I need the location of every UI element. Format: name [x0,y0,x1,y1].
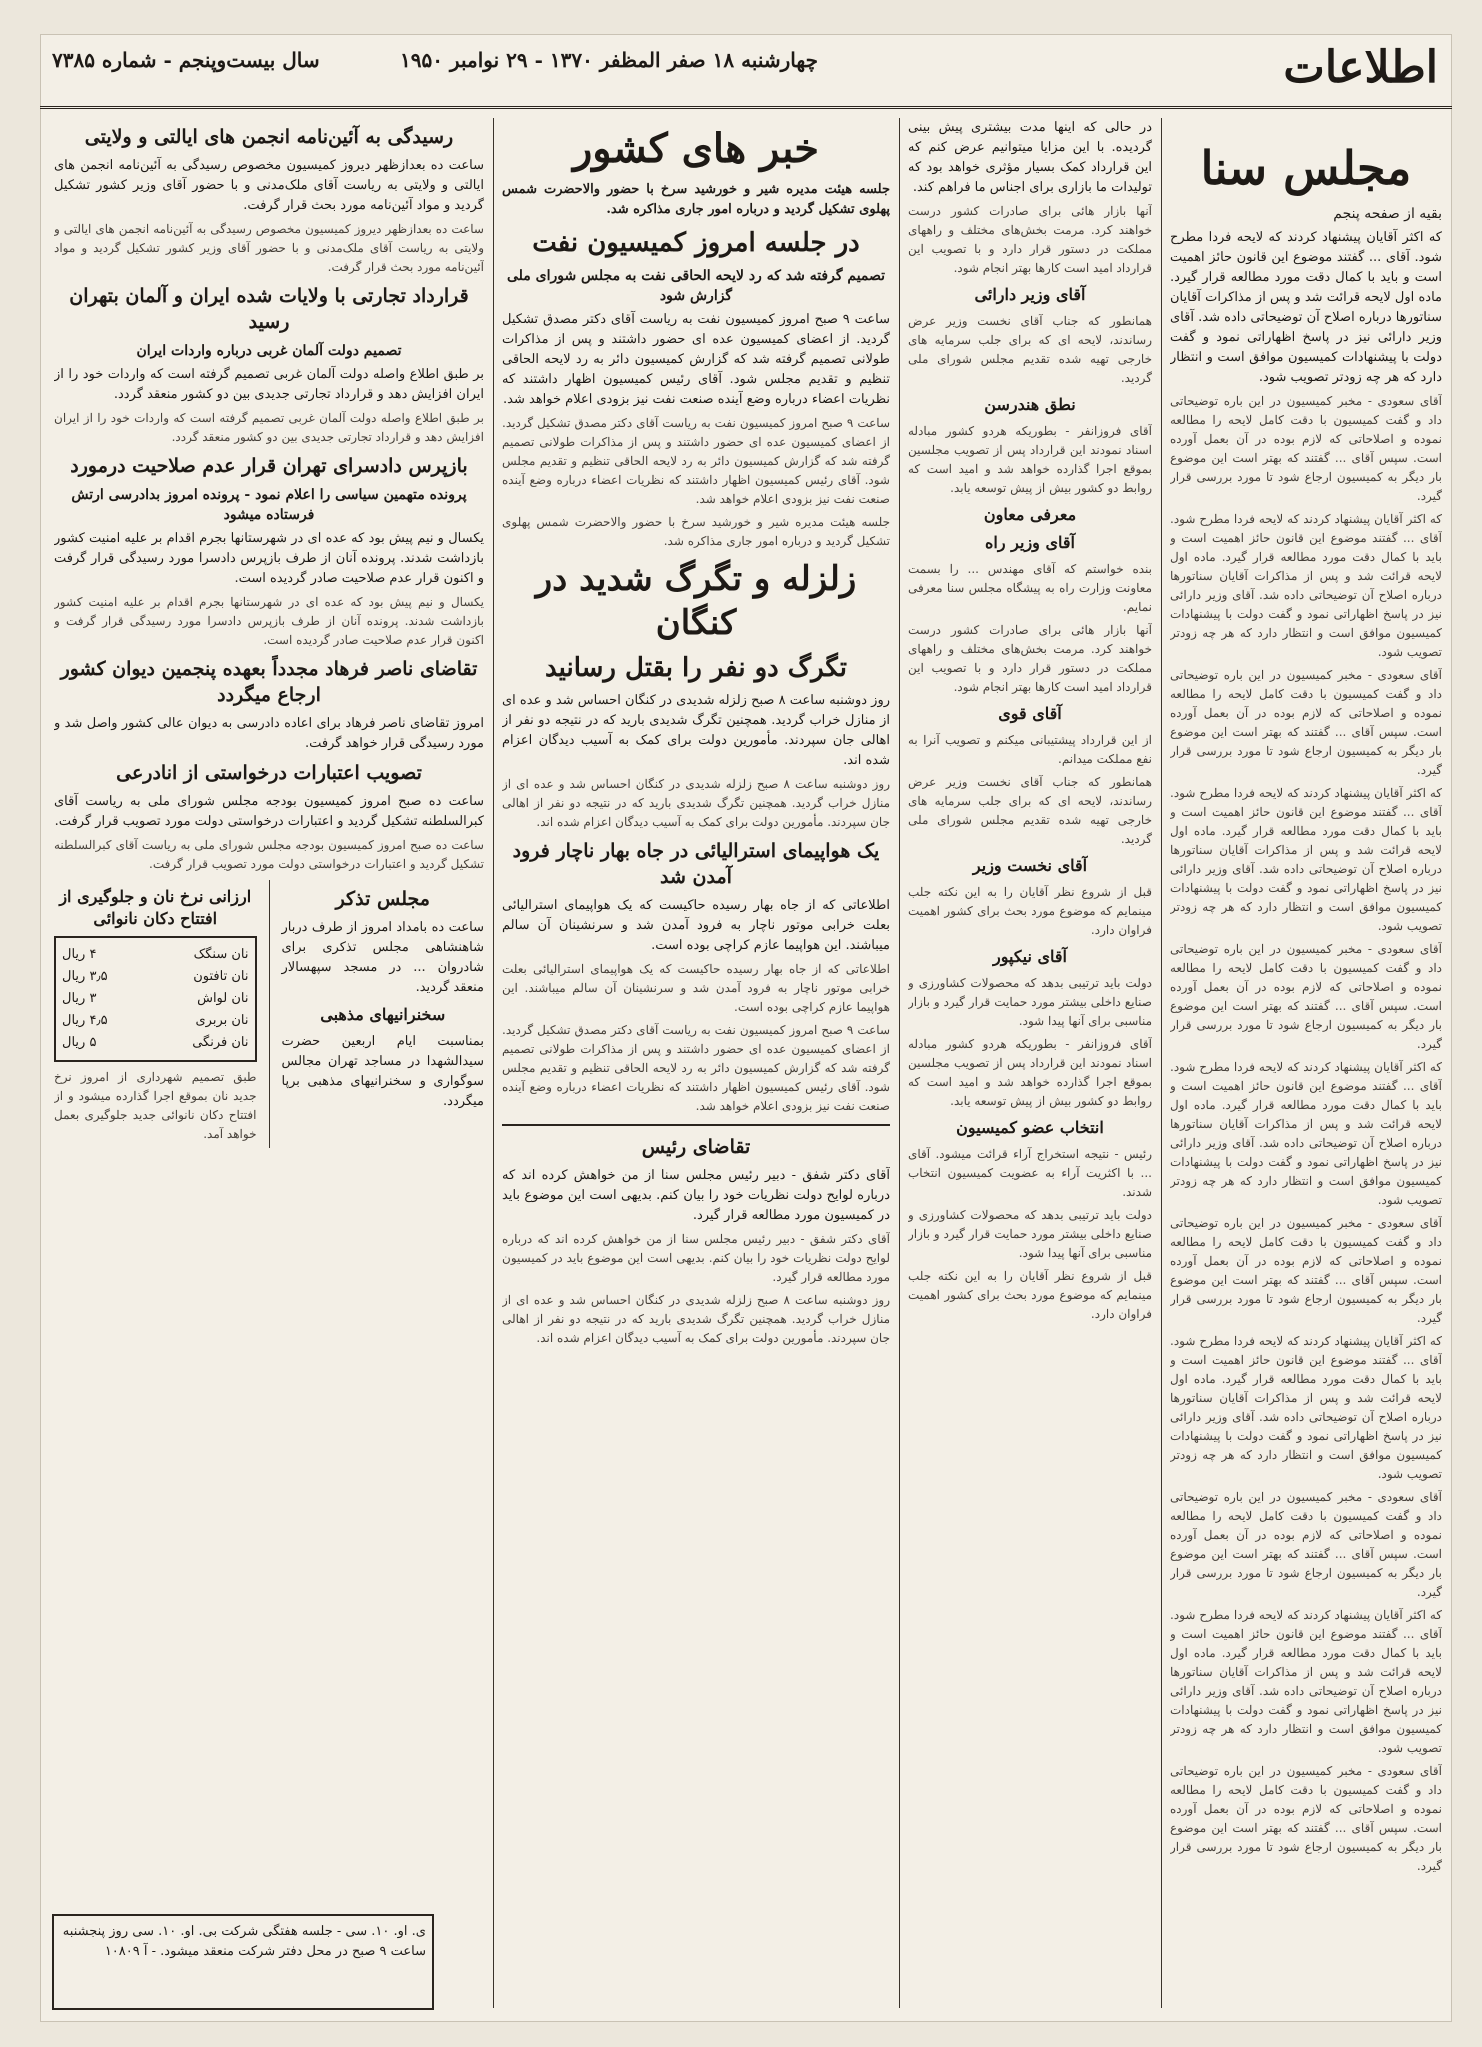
domestic-news-lead: جلسه هیئت مدیره شیر و خورشید سرخ با حضور والاحضرت شمس پهلوی تشکیل گردید و درباره امور جاری مذاکره شد. [502,182,890,217]
trade-agreement-headline: قرارداد تجارتی با ولایات شده ایران و آلمان بتهران رسید [69,285,469,333]
col2-body-repeat: آنها بازار هائی برای صادرات کشور درست خواهند کرد. مرمت بخش‌های مختلف و راههای مملکت در دستور قرار دارد و با تصویب این قرارداد امید است کارها بهتر انجام شود. [908,623,1152,694]
price-row [62,966,249,988]
heading-prime-minister: آقای نخست وزیر [972,856,1088,875]
religious-speech-text: بمناسبت ایام اربعین حضرت سیدالشهدا در مساجد تهران مجالس سوگواری و سخنرانیهای مذهبی برپا میگردد. [281,1034,484,1109]
issue-number: سال بیست‌وپنجم - شماره ۷۳۸۵ [52,48,320,72]
masthead [40,34,1452,109]
trial-subhead: پرونده متهمین سیاسی را اعلام نمود - پرونده امروز بدادرسی ارتش فرستاده میشود [71,487,467,523]
roads-minister-text: بنده خواستم که آقای مهندس ... را بسمت معاونت وزارت راه به پیشگاه مجلس سنا معرفی نمایم. [908,562,1152,614]
column-fill: ساعت ۹ صبح امروز کمیسیون نفت به ریاست آقای دکتر مصدق تشکیل گردید. از اعضای کمیسیون عده ای حضور داشتند و پس از مذاکرات طولانی تصمیم گرفته شد که گزارش کمیسیون دائر به رد لایحه الحاقی تنظیم و تقدیم مجلس شود. آقای رئیس کمیسیون اظهار داشتند که نظریات اعضاء درباره وضع آینده صنعت نفت نیز بزودی اعلام خواهد شد. [502,1023,890,1113]
trial-text-cont: یکسال و نیم پیش بود که عده ای در شهرستانها بجرم اقدام بر علیه امنیت کشور بازداشت شدند. پرونده آنان از طرف بازپرس دادسرا مورد رسیدگی قرار گرفت و اکنون قرار عدم صلاحیت صادر گردیده است. [54,595,484,647]
price-row [62,988,249,1010]
bread-price-table [54,936,257,1062]
heading-finance-minister: آقای وزیر دارائی [974,285,1086,304]
budget-approval-headline: تصویب اعتبارات درخواستی از انادرعی [116,762,422,784]
price-value: ۴ ریال [62,947,97,962]
column-domestic-news [502,118,890,2008]
dateline: چهارشنبه ۱۸ صفر المظفر ۱۳۷۰ - ۲۹ نوامبر ۱۹۵۰ [400,48,818,72]
plane-landing-headline: یک هواپیمای استرالیائی در جاه بهار ناچار فرود آمدن شد [512,840,880,888]
heading-deputy-intro: معرفی معاون [983,505,1077,524]
heading-committee-election: انتخاب عضو کمیسیون [956,1118,1104,1137]
qavi-text: از این قرارداد پیشتیبانی میکنم و تصویب آنرا به نفع مملکت میدانم. [908,733,1152,766]
column-left-news [54,118,484,1898]
price-row [62,1010,249,1032]
col2-fill-2: آقای فروزانفر - بطوریکه هردو کشور مبادله اسناد نمودند این قرارداد پس از تصویب مجلسین بموقع اجرا گذارده خواهد شد و امید است که روابط دو کشور بیش از پیش توسعه یابد. [908,1037,1152,1108]
col2-body: آنها بازار هائی برای صادرات کشور درست خواهند کرد. مرمت بخش‌های مختلف و راههای مملکت در دستور قرار دارد و با تصویب این قرارداد امید است کارها بهتر انجام شود. [908,204,1152,275]
col2-fill-1: همانطور که جناب آقای نخست وزیر عرض رساندند، لایحه ای که برای جلب سرمایه های خارجی تهیه شده تقدیم مجلس شورای ملی گردید. [908,775,1152,846]
oil-committee-text-cont: ساعت ۹ صبح امروز کمیسیون نفت به ریاست آقای دکتر مصدق تشکیل گردید. از اعضای کمیسیون عده ای حضور داشتند و پس از مذاکرات طولانی تصمیم گرفته شد که گزارش کمیسیون دائر به رد لایحه الحاقی تنظیم و تقدیم مجلس شود. آقای رئیس کمیسیون اظهار داشتند که نظریات اعضاء درباره وضع آینده صنعت نفت نیز بزودی اعلام خواهد شد. [502,416,890,506]
notice-text: ی. او. ١٠. سی - جلسه هفتگی شرکت بی. او. ١٠. سی روز پنجشنبه ساعت ۹ صبح در محل دفتر شرکت منعقد میشود. - آ ۱۰۸۰۹ [62,1924,426,1959]
price-item: نان سنگک [193,947,249,962]
column-divider [899,118,900,2008]
price-value: ۳ ریال [62,991,97,1006]
budget-approval-text-cont: ساعت ده صبح امروز کمیسیون بودجه مجلس شورای ملی به ریاست آقای کبرالسلطنه تشکیل گردید و اعتبارات درخواستی دولت مورد تصویب قرار گرفت. [54,838,484,871]
senate-body-repeat-8: آقای سعودی - مخبر کمیسیون در این باره توضیحاتی داد و گفت کمیسیون با دقت کامل لایحه را مطالعه نموده و اصلاحاتی که لازم بوده در آن بعمل آورده است. سپس آقای ... گفتند که بهتر است این موضوع بار دیگر به کمیسیون ارجاع شود تا مورد بررسی قرار گیرد. [1170,1490,1442,1599]
domestic-news-headline: خبر های کشور [572,125,819,172]
col2-fill-4: قبل از شروع نظر آقایان را به این نکته جلب مینمایم که موضوع مورد بحث برای کشور اهمیت فراوان دارد. [908,1269,1152,1321]
assoc-bylaw-text-cont: ساعت ده بعدازظهر دیروز کمیسیون مخصوص رسیدگی به آئین‌نامه انجمن های ایالتی و ولایتی به ریاست آقای ملک‌مدنی و با حضور آقای وزیر کشور تشکیل گردید و مواد آئین‌نامه مورد بحث قرار گرفت. [54,222,484,274]
oil-committee-text: ساعت ۹ صبح امروز کمیسیون نفت به ریاست آقای دکتر مصدق تشکیل گردید. از اعضای کمیسیون عده ای حضور داشتند و پس از مذاکرات طولانی تصمیم گرفته شد که گزارش کمیسیون دائر به رد لایحه الحاقی تنظیم و تقدیم مجلس شود. آقای رئیس کمیسیون اظهار داشتند که نظریات اعضاء درباره وضع آینده صنعت نفت نیز بزودی اعلام خواهد شد. [502,312,890,407]
trial-text: یکسال و نیم پیش بود که عده ای در شهرستانها بجرم اقدام بر علیه امنیت کشور بازداشت شدند. پرونده آنان از طرف بازپرس دادسرا مورد رسیدگی قرار گرفت و اکنون قرار عدم صلاحیت صادر گردیده است. [54,531,484,586]
senate-body-repeat-5: که اکثر آقایان پیشنهاد کردند که لایحه فردا مطرح شود. آقای ... گفتند موضوع این قانون حائز اهمیت است و باید با کمال دقت مورد مطالعه قرار گیرد. ماده اول لایحه قرائت شد و پس از مذاکرات آقایان سناتورها درباره اصلاح آن توضیحاتی داده شد. آقای وزیر دارائی نیز در پاسخ اظهاراتی نمود و گفت دولت با پیشنهادات کمیسیون موافق است و انتظار دارد که هر چه زودتر تصویب شود. [1170,1060,1442,1207]
price-row [62,1032,249,1054]
senate-body-repeat-3: که اکثر آقایان پیشنهاد کردند که لایحه فردا مطرح شود. آقای ... گفتند موضوع این قانون حائز اهمیت است و باید با کمال دقت مورد مطالعه قرار گیرد. ماده اول لایحه قرائت شد و پس از مذاکرات آقایان سناتورها درباره اصلاح آن توضیحاتی داده شد. آقای وزیر دارائی نیز در پاسخ اظهاراتی نمود و گفت دولت با پیشنهادات کمیسیون موافق است و انتظار دارد که هر چه زودتر تصویب شود. [1170,786,1442,933]
heading-henderson-speech: نطق هندرسن [984,395,1076,414]
price-item: نان تافتون [193,969,249,984]
column-divider [493,118,494,2008]
senate-body-repeat-2: آقای سعودی - مخبر کمیسیون در این باره توضیحاتی داد و گفت کمیسیون با دقت کامل لایحه را مطالعه نموده و اصلاحاتی که لازم بوده در آن بعمل آورده است. سپس آقای ... گفتند که بهتر است این موضوع بار دیگر به کمیسیون ارجاع شود تا مورد بررسی قرار گیرد. [1170,668,1442,777]
earthquake-text-cont: روز دوشنبه ساعت ۸ صبح زلزله شدیدی در کنگان احساس شد و عده ای از منازل خراب گردید. همچنین تگرگ شدیدی بارید که در نتیجه دو نفر از اهالی جان سپردند. مأمورین دولت برای کمک به آسیب دیدگان اعزام شده اند. [502,777,890,829]
price-item: نان لواش [197,991,249,1006]
price-value: ۵ ریال [62,1035,97,1050]
senate-body: که اکثر آقایان پیشنهاد کردند که لایحه فردا مطرح شود. آقای ... گفتند موضوع این قانون حائز اهمیت است و باید با کمال دقت مورد مطالعه قرار گیرد. ماده اول لایحه قرائت شد و پس از مذاکرات آقایان سناتورها درباره اصلاح آن توضیحاتی داده شد. آقای وزیر دارائی نیز در پاسخ اظهاراتی نمود و گفت دولت با پیشنهادات کمیسیون موافق است و انتظار دارد که هر چه زودتر تصویب شود. [1170,230,1442,385]
oil-committee-fill: جلسه هیئت مدیره شیر و خورشید سرخ با حضور والاحضرت شمس پهلوی تشکیل گردید و درباره امور جاری مذاکره شد. [502,515,890,548]
prime-minister-text: قبل از شروع نظر آقایان را به این نکته جلب مینمایم که موضوع مورد بحث برای کشور اهمیت فراوان دارد. [908,885,1152,937]
col2-fill-3: دولت باید ترتیبی بدهد که محصولات کشاورزی و صنایع داخلی بیشتر مورد حمایت قرار گیرد و بازار مناسبی برای آنها پیدا شود. [908,1208,1152,1260]
bread-price-section [54,880,257,1148]
heading-nikpur: آقای نیکپور [993,947,1067,966]
senate-body-repeat: که اکثر آقایان پیشنهاد کردند که لایحه فردا مطرح شود. آقای ... گفتند موضوع این قانون حائز اهمیت است و باید با کمال دقت مورد مطالعه قرار گیرد. ماده اول لایحه قرائت شد و پس از مذاکرات آقایان سناتورها درباره اصلاح آن توضیحاتی داده شد. آقای وزیر دارائی نیز در پاسخ اظهاراتی نمود و گفت دولت با پیشنهادات کمیسیون موافق است و انتظار دارد که هر چه زودتر تصویب شود. [1170,512,1442,659]
memorial-headline: مجلس تذکر [335,888,430,910]
section-divider [502,1124,890,1126]
memorial-text: ساعت ده بامداد امروز از طرف دربار شاهنشاهی مجلس تذکری برای شادروان ... در مسجد سپهسالار منعقد گردید. [281,920,484,995]
plane-landing-text: اطلاعاتی که از جاه بهار رسیده حاکیست که یک هواپیمای استرالیائی بعلت خرابی موتور ناچار به فرود آمدن شد و سرنشینان آن سالم میباشند. این هواپیما عازم کراچی بوده است. [502,898,890,953]
assoc-bylaw-headline: رسیدگی به آئین‌نامه انجمن های ایالتی و ولایتی [84,126,454,148]
president-request-text-cont: آقای دکتر شفق - دبیر رئیس مجلس سنا از من خواهش کرده اند که درباره لوایح دولت نظریات خود را بیان کنم. بدیهی است این موضوع باید در کمیسیون مورد مطالعه قرار گیرد. [502,1232,890,1284]
column-senate-cont [908,118,1152,2008]
bread-price-text: طبق تصمیم شهرداری از امروز نرخ جدید نان بموقع اجرا گذارده میشود و از افتتاح دکان نانوائی جدید جلوگیری بعمل خواهد آمد. [54,1070,257,1141]
senate-body-repeat-6: آقای سعودی - مخبر کمیسیون در این باره توضیحاتی داد و گفت کمیسیون با دقت کامل لایحه را مطالعه نموده و اصلاحاتی که لازم بوده در آن بعمل آورده است. سپس آقای ... گفتند که بهتر است این موضوع بار دیگر به کمیسیون ارجاع شود تا مورد بررسی قرار گیرد. [1170,1216,1442,1325]
bottom-fill: روز دوشنبه ساعت ۸ صبح زلزله شدیدی در کنگان احساس شد و عده ای از منازل خراب گردید. همچنین تگرگ شدیدی بارید که در نتیجه دو نفر از اهالی جان سپردند. مأمورین دولت برای کمک به آسیب دیدگان اعزام شده اند. [502,1293,890,1345]
trade-agreement-text-cont: بر طبق اطلاع واصله دولت آلمان غربی تصمیم گرفته است که واردات خود را از ایران افزایش دهد و قرارداد تجارتی جدیدی بین دو کشور منعقد گردد. [54,411,484,444]
bread-price-headline: ارزانی نرخ نان و جلوگیری از افتتاح دکان نانوائی [59,887,252,928]
earthquake-text: روز دوشنبه ساعت ۸ صبح زلزله شدیدی در کنگان احساس شد و عده ای از منازل خراب گردید. همچنین تگرگ شدیدی بارید که در نتیجه دو نفر از اهالی جان سپردند. مأمورین دولت برای کمک به آسیب دیدگان اعزام شده اند. [502,693,890,768]
bottom-split [54,880,484,1148]
price-value: ۳٫۵ ریال [62,969,108,984]
price-item: نان فرنگی [192,1035,249,1050]
trade-agreement-subhead: تصمیم دولت آلمان غربی درباره واردات ایران [136,343,402,359]
senate-body-repeat-7: که اکثر آقایان پیشنهاد کردند که لایحه فردا مطرح شود. آقای ... گفتند موضوع این قانون حائز اهمیت است و باید با کمال دقت مورد مطالعه قرار گیرد. ماده اول لایحه قرائت شد و پس از مذاکرات آقایان سناتورها درباره اصلاح آن توضیحاتی داده شد. آقای وزیر دارائی نیز در پاسخ اظهاراتی نمود و گفت دولت با پیشنهادات کمیسیون موافق است و انتظار دارد که هر چه زودتر تصویب شود. [1170,1334,1442,1481]
trade-agreement-text: بر طبق اطلاع واصله دولت آلمان غربی تصمیم گرفته است که واردات خود را از ایران افزایش دهد و قرارداد تجارتی جدیدی بین دو کشور منعقد گردد. [54,367,484,402]
senate-headline: مجلس سنا [1200,141,1412,195]
column-senate [1170,118,1442,2008]
column-divider [1161,118,1162,2008]
senate-body-repeat-10: آقای سعودی - مخبر کمیسیون در این باره توضیحاتی داد و گفت کمیسیون با دقت کامل لایحه را مطالعه نموده و اصلاحاتی که لازم بوده در آن بعمل آورده است. سپس آقای ... گفتند که بهتر است این موضوع بار دیگر به کمیسیون ارجاع شود تا مورد بررسی قرار گیرد. [1170,1764,1442,1873]
oil-committee-subhead: تصمیم گرفته شد که رد لایحه الحاقی نفت به مجلس شورای ملی گزارش شود [506,268,886,304]
finance-minister-text: همانطور که جناب آقای نخست وزیر عرض رساندند، لایحه ای که برای جلب سرمایه های خارجی تهیه شده تقدیم مجلس شورای ملی گردید. [908,314,1152,385]
earthquake-subhead: تگرگ دو نفر را بقتل رسانید [544,653,848,683]
plane-landing-text-cont: اطلاعاتی که از جاه بهار رسیده حاکیست که یک هواپیمای استرالیائی بعلت خرابی موتور ناچار به فرود آمدن شد و سرنشینان آن سالم میباشند. این هواپیما عازم کراچی بوده است. [502,962,890,1014]
newspaper-page [40,34,1452,2022]
president-request-headline: تقاضای رئیس [641,1136,751,1158]
president-request-text: آقای دکتر شفق - دبیر رئیس مجلس سنا از من خواهش کرده اند که درباره لوایح دولت نظریات خود را بیان کنم. بدیهی است این موضوع باید در کمیسیون مورد مطالعه قرار گیرد. [502,1168,890,1223]
oil-committee-headline: در جلسه امروز کمیسیون نفت [532,228,860,258]
earthquake-headline: زلزله و تگرگ شدید در کنگان [535,559,857,643]
senate-body-repeat-4: آقای سعودی - مخبر کمیسیون در این باره توضیحاتی داد و گفت کمیسیون با دقت کامل لایحه را مطالعه نموده و اصلاحاتی که لازم بوده در آن بعمل آورده است. سپس آقای ... گفتند که بهتر است این موضوع بار دیگر به کمیسیون ارجاع شود تا مورد بررسی قرار گیرد. [1170,942,1442,1051]
memorial-section [282,880,485,1148]
committee-election-text: رئیس - نتیجه استخراج آراء قرائت میشود. آقای ... با اکثریت آراء به عضویت کمیسیون انتخاب شدند. [908,1147,1152,1199]
heading-roads-minister: آقای وزیر راه [985,533,1075,552]
budget-approval-text: ساعت ده صبح امروز کمیسیون بودجه مجلس شورای ملی به ریاست آقای کبرالسلطنه تشکیل گردید و اعتبارات درخواستی دولت مورد تصویب قرار گرفت. [54,794,484,829]
price-row [62,944,249,966]
nasir-farhad-headline: تقاضای ناصر فرهاد مجدداً بعهده پنجمین دیوان کشور ارجاع میگردد [60,658,478,706]
price-value: ۴٫۵ ریال [62,1013,108,1028]
senate-body-repeat-9: که اکثر آقایان پیشنهاد کردند که لایحه فردا مطرح شود. آقای ... گفتند موضوع این قانون حائز اهمیت است و باید با کمال دقت مورد مطالعه قرار گیرد. ماده اول لایحه قرائت شد و پس از مذاکرات آقایان سناتورها درباره اصلاح آن توضیحاتی داده شد. آقای وزیر دارائی نیز در پاسخ اظهاراتی نمود و گفت دولت با پیشنهادات کمیسیون موافق است و انتظار دارد که هر چه زودتر تصویب شود. [1170,1608,1442,1755]
assoc-bylaw-text: ساعت ده بعدازظهر دیروز کمیسیون مخصوص رسیدگی به آئین‌نامه انجمن های ایالتی و ولایتی به ریاست آقای ملک‌مدنی و با حضور آقای وزیر کشور تشکیل گردید و مواد آئین‌نامه مورد بحث قرار گرفت. [54,158,484,213]
nikpur-text: دولت باید ترتیبی بدهد که محصولات کشاورزی و صنایع داخلی بیشتر مورد حمایت قرار گیرد و بازار مناسبی برای آنها پیدا شود. [908,976,1152,1028]
heading-qavi: آقای قوی [998,704,1062,723]
senate-continued: بقیه از صفحه پنجم [1333,206,1442,222]
henderson-speech-text: آقای فروزانفر - بطوریکه هردو کشور مبادله اسناد نمودند این قرارداد پس از تصویب مجلسین بموقع اجرا گذارده خواهد شد و امید است که روابط دو کشور بیش از پیش توسعه یابد. [908,424,1152,495]
senate-body-continued: آقای سعودی - مخبر کمیسیون در این باره توضیحاتی داد و گفت کمیسیون با دقت کامل لایحه را مطالعه نموده و اصلاحاتی که لازم بوده در آن بعمل آورده است. سپس آقای ... گفتند که بهتر است این موضوع بار دیگر به کمیسیون ارجاع شود تا مورد بررسی قرار گیرد. [1170,394,1442,503]
notice-box [52,1914,434,2010]
trial-headline: بازپرس دادسرای تهران قرار عدم صلاحیت درمورد [70,455,468,477]
nasir-farhad-text: امروز تقاضای ناصر فرهاد برای اعاده دادرسی به دیوان عالی کشور واصل شد و مورد رسیدگی قرار خواهد گرفت. [54,716,484,751]
inner-divider [269,880,270,1148]
col2-intro: در حالی که اینها مدت بیشتری پیش بینی گردیده. با این مزایا میتوانیم عرض کنم که این قرارداد کمک بسیار مؤثری خواهد بود که تولیدات ما بازاری برای اجناس ما فراهم کند. [908,120,1152,195]
price-item: نان بربری [195,1013,249,1028]
religious-speech-headline: سخنرانیهای مذهبی [320,1005,446,1024]
newspaper-logo: اطلاعات [1283,42,1438,93]
